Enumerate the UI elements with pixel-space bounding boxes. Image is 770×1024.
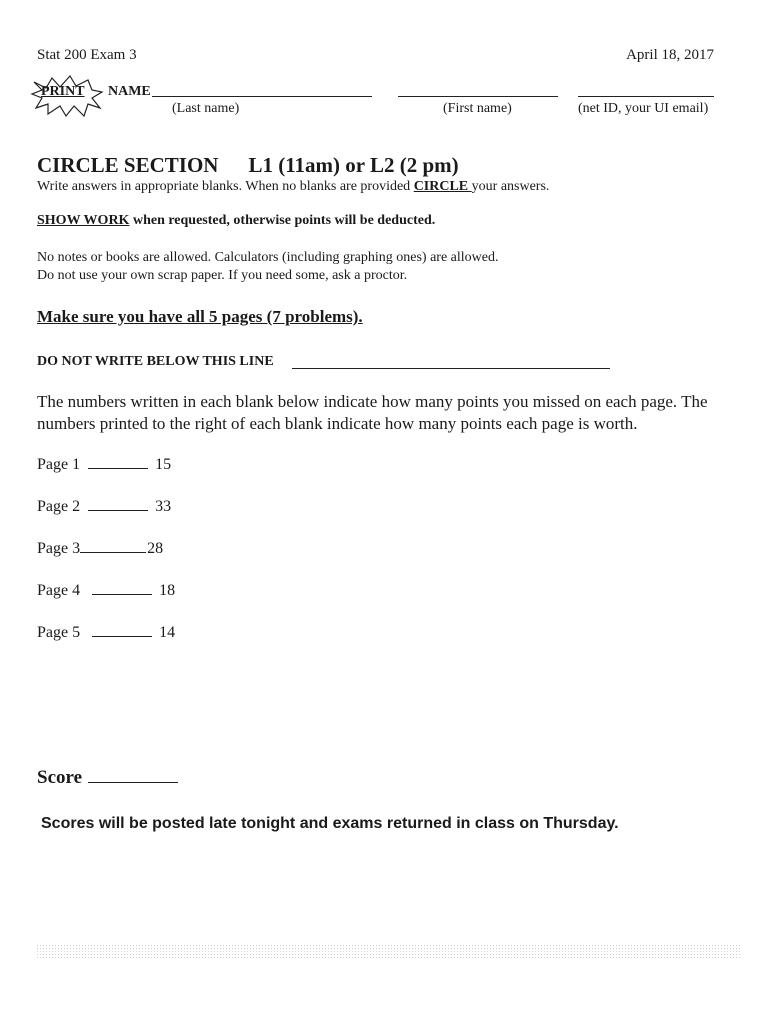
- page-points: 18: [159, 582, 176, 599]
- show-work-text: when requested, otherwise points will be deducted.: [129, 213, 436, 228]
- dotted-footer-strip: [36, 944, 741, 960]
- instruction-answers: [37, 179, 549, 195]
- circle-section-line: [37, 153, 459, 178]
- exam-date: April 18, 2017: [626, 47, 714, 63]
- circle-emphasis: CIRCLE: [413, 179, 472, 194]
- page-points: 14: [159, 624, 176, 641]
- page-points: 33: [155, 498, 172, 515]
- page-2-row: [37, 496, 171, 516]
- page-3-row: [37, 538, 163, 558]
- page-4-blank[interactable]: [92, 580, 152, 595]
- instruction-notes-1: No notes or books are allowed. Calculators (including graphing ones) are allowed.: [37, 250, 499, 265]
- name-label: NAME: [108, 84, 151, 99]
- do-not-write-line: [292, 368, 610, 369]
- netid-caption: (net ID, your UI email): [578, 101, 709, 116]
- circle-section-label: CIRCLE SECTION: [37, 153, 219, 177]
- grading-explanation: The numbers written in each blank below indicate how many points you missed on each page. The numbers printed to the right of each blank indicate how many points each page is worth.: [37, 392, 708, 433]
- instruction-notes-2: Do not use your own scrap paper. If you need some, ask a proctor.: [37, 268, 408, 283]
- score-row: [37, 767, 178, 789]
- section-or: or: [345, 153, 365, 177]
- pages-reminder: Make sure you have all 5 pages (7 problems).: [37, 307, 363, 326]
- page-2-blank[interactable]: [88, 496, 148, 511]
- last-name-caption: (Last name): [172, 101, 240, 116]
- first-name-blank[interactable]: [398, 96, 558, 97]
- page-points: 28: [147, 540, 164, 557]
- exam-title: Stat 200 Exam 3: [37, 47, 137, 63]
- instruction-text: Write answers in appropriate blanks. When no blanks are provided: [37, 179, 414, 194]
- last-name-blank[interactable]: [152, 96, 372, 97]
- page-label: Page 2: [37, 498, 81, 515]
- page-3-blank[interactable]: [80, 538, 146, 553]
- section-option-l2[interactable]: L2 (2 pm): [370, 153, 459, 177]
- posted-note: Scores will be posted late tonight and exams returned in class on Thursday.: [41, 815, 619, 832]
- section-option-l1[interactable]: L1 (11am): [248, 153, 341, 177]
- page-4-row: [37, 580, 175, 600]
- netid-blank[interactable]: [578, 96, 714, 97]
- page-label: Page 1: [37, 456, 81, 473]
- page-label: Page 3: [37, 540, 81, 557]
- do-not-write-label: DO NOT WRITE BELOW THIS LINE: [37, 354, 274, 369]
- print-label: PRINT: [41, 84, 85, 99]
- first-name-caption: (First name): [443, 101, 512, 116]
- page-label: Page 5: [37, 624, 81, 641]
- score-label: Score: [37, 767, 83, 788]
- page-5-row: [37, 622, 175, 642]
- page-1-blank[interactable]: [88, 454, 148, 469]
- page-5-blank[interactable]: [92, 622, 152, 637]
- instruction-show-work: [37, 213, 435, 229]
- score-blank[interactable]: [88, 770, 178, 783]
- page-label: Page 4: [37, 582, 81, 599]
- instruction-text-end: your answers.: [471, 179, 550, 194]
- page-points: 15: [155, 456, 172, 473]
- show-work-emphasis: SHOW WORK: [37, 213, 130, 228]
- page-1-row: [37, 454, 171, 474]
